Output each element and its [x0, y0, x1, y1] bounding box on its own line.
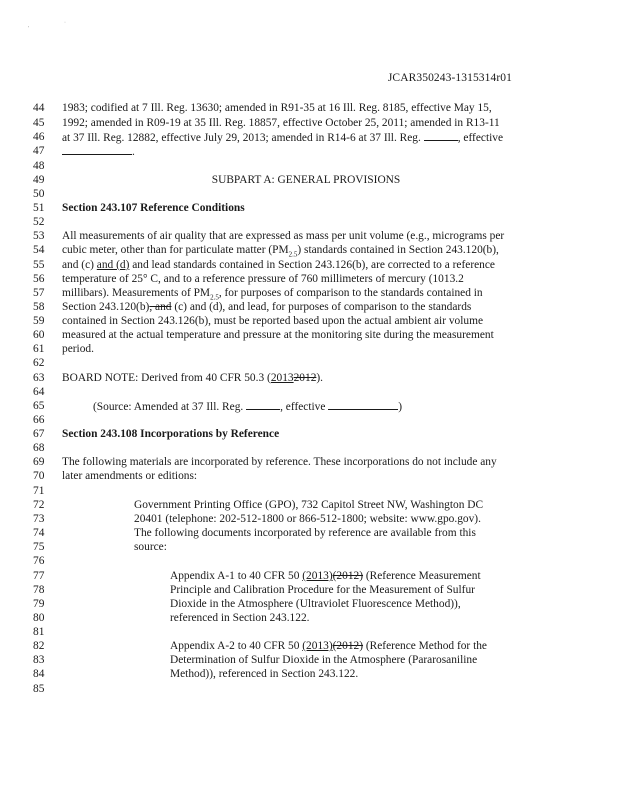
line-segment: (Source: Amended at 37 Ill. Reg. — [93, 401, 247, 413]
deleted-text: , and — [149, 301, 172, 313]
line-text: Government Printing Office (GPO), 732 Capitol Street NW, Washington DC — [134, 499, 484, 511]
text-line — [0, 314, 618, 329]
deleted-text: 2012 — [293, 372, 317, 384]
text-line — [0, 342, 618, 357]
text-line — [0, 130, 618, 145]
line-segment: and (c) — [62, 259, 97, 271]
line-number: 81 — [33, 626, 45, 638]
text-line — [0, 569, 618, 584]
line-number: 64 — [33, 386, 45, 398]
text-line — [0, 682, 618, 697]
line-text: period. — [62, 343, 94, 355]
text-line — [0, 413, 618, 428]
line-number: 46 — [33, 131, 45, 143]
line-number: 62 — [33, 357, 45, 369]
inserted-text: and (d) — [96, 259, 130, 271]
line-number: 55 — [33, 259, 45, 271]
text-line — [0, 229, 618, 244]
text-line — [0, 441, 618, 456]
line-number: 63 — [33, 372, 45, 384]
text-line — [0, 498, 618, 513]
line-text: contained in Section 243.126(b), must be reported based upon the actual ambient air volume — [62, 315, 484, 327]
text-line — [0, 583, 618, 598]
document-id: JCAR350243-1315314r01 — [387, 72, 512, 84]
line-text: referenced in Section 243.122. — [170, 612, 310, 624]
register-page-blank — [424, 130, 458, 141]
line-text: Dioxide in the Atmosphere (Ultraviolet Fluorescence Method)), — [170, 598, 461, 610]
subscript: 2.5 — [210, 293, 219, 302]
line-text: measured at the actual temperature and pressure at the monitoring site during the measurement — [62, 329, 494, 341]
line-segment: Appendix A-2 to 40 CFR 50 — [170, 640, 303, 652]
text-line — [0, 667, 618, 682]
inserted-text: (2013) — [302, 640, 333, 652]
line-number: 48 — [33, 160, 45, 172]
text-line — [0, 201, 618, 216]
line-number: 50 — [33, 188, 45, 200]
line-text: 20401 (telephone: 202-512-1800 or 866-512-1800; website: www.gpo.gov). — [134, 513, 481, 525]
line-number: 52 — [33, 216, 45, 228]
line-number: 79 — [33, 598, 45, 610]
inserted-text: 2013 — [270, 372, 294, 384]
line-number: 47 — [33, 145, 45, 157]
line-number: 54 — [33, 244, 45, 256]
line-number: 80 — [33, 612, 45, 624]
line-segment: BOARD NOTE: Derived from 40 CFR 50.3 ( — [62, 372, 271, 384]
section-heading: Section 243.108 Incorporations by Reference — [62, 428, 280, 440]
line-text: The following documents incorporated by reference are available from this — [134, 527, 476, 539]
line-number: 65 — [33, 400, 45, 412]
line-text: 1983; codified at 7 Ill. Reg. 13630; amended in R91-35 at 16 Ill. Reg. 8185, effective May 15, — [62, 102, 492, 114]
text-line — [0, 540, 618, 555]
line-number: 73 — [33, 513, 45, 525]
board-note — [62, 371, 323, 386]
scan-speck: ' — [28, 26, 30, 32]
text-line — [0, 144, 618, 159]
line-number: 68 — [33, 442, 45, 454]
line-number: 75 — [33, 541, 45, 553]
line-segment: millibars). Measurements of PM — [62, 287, 211, 299]
register-page-blank — [246, 399, 280, 410]
text-line — [0, 173, 618, 188]
line-segment: ). — [316, 372, 324, 384]
line-number: 83 — [33, 654, 45, 666]
text-line — [0, 328, 618, 343]
text-line — [0, 399, 618, 414]
line-number: 74 — [33, 527, 45, 539]
subpart-heading: SUBPART A: GENERAL PROVISIONS — [211, 174, 401, 186]
line-segment: Section 243.120(b) — [62, 301, 150, 313]
text-line — [0, 455, 618, 470]
line-segment: , effective — [457, 132, 504, 144]
line-number: 84 — [33, 668, 45, 680]
line-segment: cubic meter, other than for particulate matter (PM — [62, 244, 289, 256]
text-line — [0, 597, 618, 612]
line-number: 78 — [33, 584, 45, 596]
text-line — [0, 611, 618, 626]
text-line — [0, 469, 618, 484]
line-number: 69 — [33, 456, 45, 468]
line-text: 1992; amended in R09-19 at 35 Ill. Reg. 18857, effective October 25, 2011; amended in R13-11 — [62, 117, 500, 129]
text-line — [0, 101, 618, 116]
line-number: 45 — [33, 117, 45, 129]
line-segment: , for purposes of comparison to the standards contained in — [218, 287, 483, 299]
line-segment: ) — [398, 401, 403, 413]
line-text — [170, 569, 481, 584]
line-text — [62, 286, 483, 301]
effective-date-blank — [62, 144, 132, 155]
line-text — [62, 258, 495, 273]
text-line — [0, 300, 618, 315]
line-segment: Appendix A-1 to 40 CFR 50 — [170, 570, 303, 582]
text-line — [0, 385, 618, 400]
scan-speck: · — [64, 20, 66, 26]
effective-date-blank — [328, 399, 398, 410]
line-text: Method)), referenced in Section 243.122. — [170, 668, 359, 680]
line-number: 60 — [33, 329, 45, 341]
text-line — [0, 187, 618, 202]
line-number: 58 — [33, 301, 45, 313]
line-number: 85 — [33, 683, 45, 695]
line-number: 76 — [33, 555, 45, 567]
line-number: 53 — [33, 230, 45, 242]
line-number: 61 — [33, 343, 45, 355]
section-heading: Section 243.107 Reference Conditions — [62, 202, 245, 214]
line-number: 82 — [33, 640, 45, 652]
line-segment: (Reference Method for the — [363, 640, 487, 652]
text-line — [0, 116, 618, 131]
text-line — [0, 356, 618, 371]
text-line — [0, 272, 618, 287]
line-segment: , effective — [280, 401, 329, 413]
line-text — [62, 144, 135, 160]
line-text: Determination of Sulfur Dioxide in the Atmosphere (Pararosaniline — [170, 654, 478, 666]
text-line — [0, 243, 618, 258]
text-line — [0, 371, 618, 386]
line-number: 67 — [33, 428, 45, 440]
line-number: 71 — [33, 485, 45, 497]
line-segment: and lead standards contained in Section 243.126(b), are corrected to a reference — [129, 259, 495, 271]
line-text: source: — [134, 541, 167, 553]
line-number: 72 — [33, 499, 45, 511]
deleted-text: (2012) — [332, 570, 364, 582]
line-text: Principle and Calibration Procedure for the Measurement of Sulfur — [170, 584, 475, 596]
line-number: 56 — [33, 273, 45, 285]
line-text: All measurements of air quality that are expressed as mass per unit volume (e.g., micrograms per — [62, 230, 505, 242]
text-line — [0, 625, 618, 640]
line-segment: at 37 Ill. Reg. 12882, effective July 29, 2013; amended in R14-6 at 37 Ill. Reg. — [62, 132, 424, 144]
text-line — [0, 653, 618, 668]
text-line — [0, 512, 618, 527]
line-number: 59 — [33, 315, 45, 327]
line-text — [62, 300, 471, 315]
text-line — [0, 215, 618, 230]
line-number: 77 — [33, 570, 45, 582]
text-line — [0, 427, 618, 442]
text-line — [0, 526, 618, 541]
line-number: 49 — [33, 174, 45, 186]
line-text: later amendments or editions: — [62, 470, 198, 482]
line-number: 66 — [33, 414, 45, 426]
line-text: temperature of 25° C, and to a reference pressure of 760 millimeters of mercury (1013.2 — [62, 273, 464, 285]
line-number: 70 — [33, 470, 45, 482]
text-line — [0, 258, 618, 273]
line-segment: ) standards contained in Section 243.120(b), — [297, 244, 499, 256]
text-line — [0, 484, 618, 499]
deleted-text: (2012) — [332, 640, 364, 652]
line-segment: (c) and (d), and lead, for purposes of comparison to the standards — [171, 301, 472, 313]
line-segment: (Reference Measurement — [363, 570, 481, 582]
inserted-text: (2013) — [302, 570, 333, 582]
line-segment: . — [132, 146, 135, 158]
subscript: 2.5 — [288, 250, 298, 259]
line-text — [170, 639, 487, 654]
text-line — [0, 159, 618, 174]
text-line — [0, 639, 618, 654]
line-number: 51 — [33, 202, 45, 214]
line-text: The following materials are incorporated by reference. These incorporations do not include any — [62, 456, 497, 468]
text-line — [0, 554, 618, 569]
line-number: 57 — [33, 287, 45, 299]
line-text — [62, 243, 499, 258]
line-number: 44 — [33, 102, 45, 114]
text-line — [0, 286, 618, 301]
